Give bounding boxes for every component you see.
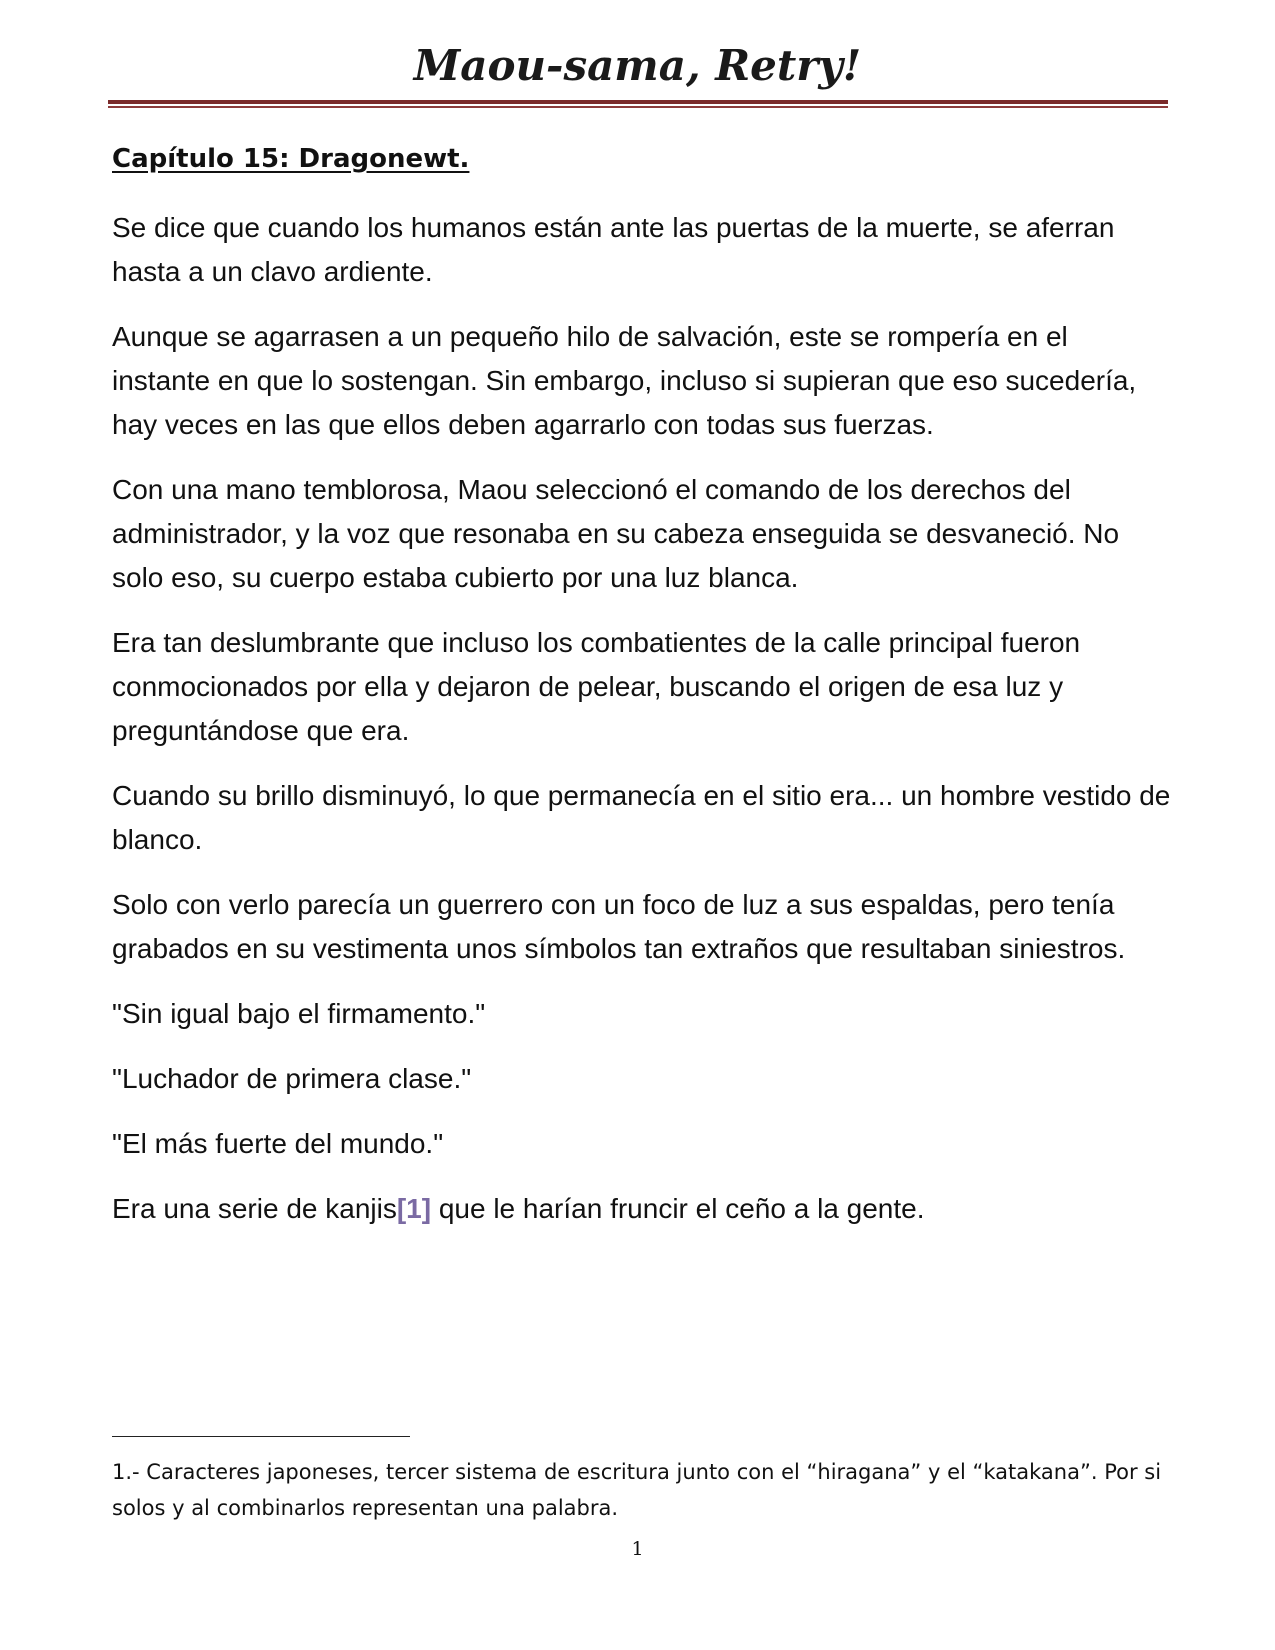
paragraph: "Sin igual bajo el firmamento." [112, 998, 486, 1029]
paragraph-text-before: Era una serie de kanjis [112, 1193, 397, 1224]
paragraph: Con una mano temblorosa, Maou seleccionó el comando de los derechos del administrador, y la voz que resonaba en su cabeza enseguida se desvaneció. No solo eso, su cuerpo estaba cubierto por una luz blanca. [112, 474, 1120, 593]
footnote-reference-link[interactable]: [1] [396, 1193, 432, 1224]
paragraph: "Luchador de primera clase." [112, 1063, 472, 1094]
paragraph: Solo con verlo parecía un guerrero con un foco de luz a sus espaldas, pero tenía grabados en su vestimenta unos símbolos tan extraños que resultaban siniestros. [112, 889, 1126, 964]
footnote-separator [112, 1436, 410, 1437]
chapter-title: Capítulo 15: Dragonewt. [112, 144, 470, 174]
paragraph: Se dice que cuando los humanos están ante las puertas de la muerte, se aferran hasta a un clavo ardiente. [112, 212, 1115, 287]
paragraph-text-after: que le harían fruncir el ceño a la gente. [431, 1193, 925, 1224]
paragraph: Aunque se agarrasen a un pequeño hilo de salvación, este se rompería en el instante en que lo sostengan. Sin embargo, incluso si supieran que eso sucedería, hay veces en las que ellos deben agarrarlo con todas sus fuerzas. [112, 321, 1137, 440]
header-rule [108, 100, 1168, 110]
chapter-body [112, 206, 1172, 1252]
book-title: Maou-sama, Retry! [413, 41, 862, 90]
paragraph: "El más fuerte del mundo." [112, 1128, 444, 1159]
paragraph: Era tan deslumbrante que incluso los combatientes de la calle principal fueron conmocionados por ella y dejaron de pelear, buscando el origen de esa luz y preguntándose que era. [112, 627, 1081, 746]
paragraph-with-footnote [112, 1187, 1172, 1231]
paragraph: Cuando su brillo disminuyó, lo que permanecía en el sitio era... un hombre vestido de blanco. [112, 780, 1171, 855]
footnote: 1.- Caracteres japoneses, tercer sistema de escritura junto con el “hiragana” y el “katakana”. Por si solos y al combinarlos representan una palabra. [112, 1460, 1162, 1520]
page-number: 1 [631, 1538, 644, 1560]
header-rule-thin [108, 106, 1168, 108]
header-rule-thick [108, 100, 1168, 104]
